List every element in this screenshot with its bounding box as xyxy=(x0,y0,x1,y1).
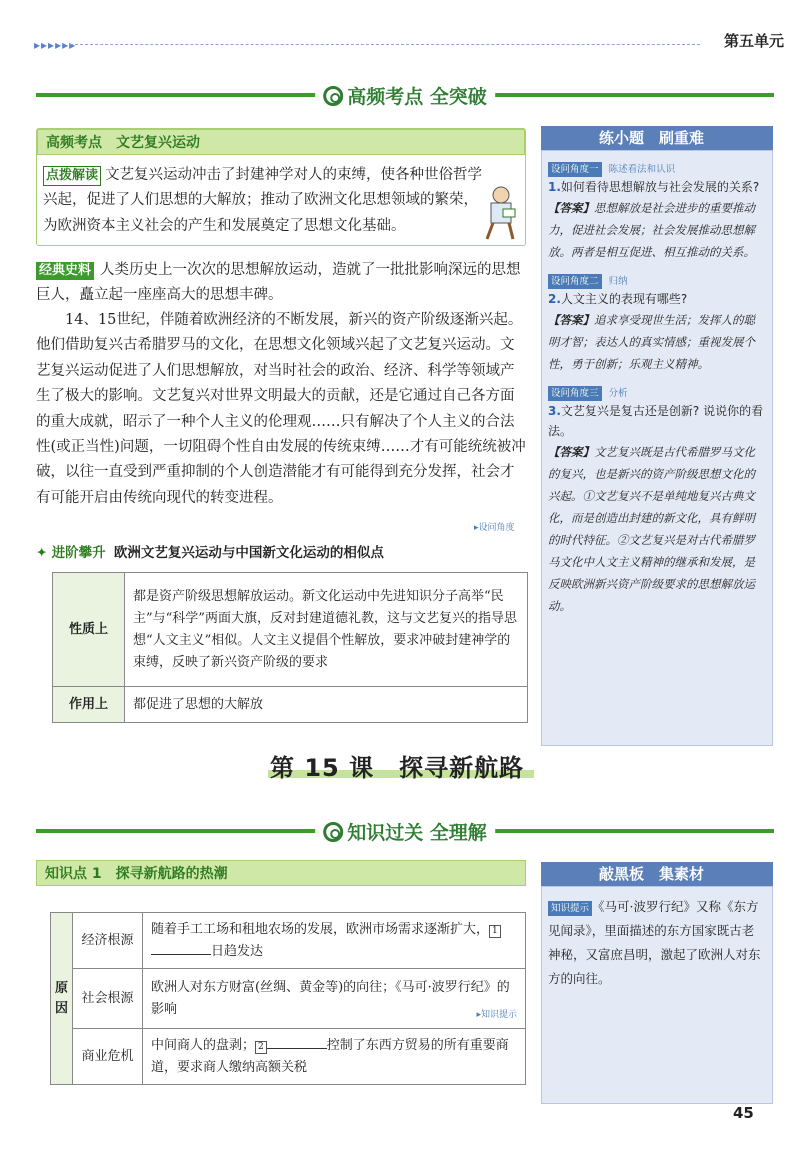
fill-blank[interactable] xyxy=(267,1035,327,1049)
q3-tag: 设问角度三 xyxy=(548,386,602,401)
cause-cell: 原因 xyxy=(51,913,73,1085)
topic-box xyxy=(36,128,526,246)
board-title: 敲黑板 集素材 xyxy=(541,862,773,886)
lesson-title: 第 15 课 探寻新航路 xyxy=(270,754,525,782)
spiral-icon xyxy=(323,86,343,106)
row-text xyxy=(143,913,526,969)
board-tag: 知识提示 xyxy=(548,901,592,916)
board-body xyxy=(541,886,773,1104)
practice-title: 练小题 刷重难 xyxy=(541,126,773,150)
advance-label: 进阶攀升 xyxy=(51,545,106,561)
q3-text: 文艺复兴是复古还是创新? 说说你的看法。 xyxy=(548,404,764,438)
advance-heading xyxy=(36,544,526,562)
unit-title: 第五单元 xyxy=(723,32,784,50)
classic-p2: 14、15世纪，伴随着欧洲经济的不断发展，新兴的资产阶级逐渐兴起。他们借助复兴古希腊罗马的文化，在思想文化领域兴起了文艺复兴运动。文艺复兴运动促进了人们思想解放，对当时社会的政治、经济、科学等领域产生了极大的影响。文艺复兴对世界文明最大的贡献，还是它通过自己各方面的重大成就，昭示了一种个人主义的伦理观……只有解决了个人主义的合法性(或正当性)问题，一切阻碍个性自由发展的传统束缚……才有可能统统被冲破，以往一直受到严重抑制的个人创造潜能才有可能得到充分发挥，社会才有可能开启由传统向现代的转变进程。 xyxy=(36,312,526,506)
topic-title: 高频考点 文艺复兴运动 xyxy=(37,129,525,155)
q3-number: 3. xyxy=(548,404,561,418)
table-row xyxy=(51,969,526,1029)
climb-icon: ✦ xyxy=(36,545,48,561)
table-row xyxy=(51,1029,526,1085)
a1-text: 思想解放是社会进步的重要推动力，促进社会发展；社会发展推动思想解放。两者是相互促进、相互推动的关系。 xyxy=(548,201,755,259)
row-head: 社会根源 xyxy=(73,969,143,1029)
blank-number: 1 xyxy=(489,925,501,938)
row-head: 商业危机 xyxy=(73,1029,143,1085)
row-text: 都是资产阶级思想解放运动。新文化运动中先进知识分子高举“民主”与“科学”两面大旗，反对封建道德礼教，这与文艺复兴的指导思想“人文主义”相似。人文主义提倡个性解放，要求冲破封建神学的束缚，反映了新兴资产阶级的要求 xyxy=(125,573,528,687)
practice-body xyxy=(541,150,773,746)
row-text-b: 控制了东西方贸易的所有重要商道，要求商人缴纳高额关税 xyxy=(151,1037,509,1075)
q1-number: 1. xyxy=(548,180,561,194)
table-row xyxy=(53,687,528,723)
q1-text: 如何看待思想解放与社会发展的关系? xyxy=(560,180,760,194)
knowledge-tip-link[interactable]: ▸知识提示 xyxy=(476,1010,517,1020)
advance-title: 欧洲文艺复兴运动与中国新文化运动的相似点 xyxy=(113,545,384,561)
student-figure-icon xyxy=(481,185,519,241)
practice-panel xyxy=(541,126,773,746)
classic-p1: 人类历史上一次次的思想解放运动，造就了一批批影响深远的思想巨人，矗立起一座座高大的思想丰碑。 xyxy=(36,262,521,304)
fill-blank[interactable] xyxy=(151,941,211,955)
top-decor-dots: ▸▸▸▸▸▸ xyxy=(34,38,77,52)
row-text: 都促进了思想的大解放 xyxy=(125,687,528,723)
q2-text: 人文主义的表现有哪些? xyxy=(560,292,688,306)
knowledge-table xyxy=(50,912,526,1085)
section-banner-1: 高频考点 全突破 xyxy=(36,82,774,108)
board-panel xyxy=(541,862,773,1104)
q3-tag-desc: 分析 xyxy=(608,388,628,399)
section-banner-2: 知识过关 全理解 xyxy=(36,818,774,844)
classic-label: 经典史料 xyxy=(36,262,94,280)
row-head: 性质上 xyxy=(53,573,125,687)
row-text-a: 中间商人的盘剥； xyxy=(151,1037,256,1053)
board-text: 《马可·波罗行纪》又称《东方见闻录》，里面描述的东方国家既古老神秘，又富庶昌明，激起了欧洲人对东方的向往。 xyxy=(548,899,761,986)
row-head: 经济根源 xyxy=(73,913,143,969)
tip-block xyxy=(43,163,483,239)
a1-label: 【答案】 xyxy=(548,201,594,215)
row-text xyxy=(143,1029,526,1085)
tip-text: 文艺复兴运动冲击了封建神学对人的束缚，使各种世俗哲学兴起，促进了人们思想的大解放；推动了欧洲文化思想领域的繁荣，为欧洲资本主义社会的产生和发展奠定了思想文化基础。 xyxy=(43,167,483,234)
table-row xyxy=(51,913,526,969)
tip-label: 点拨解读 xyxy=(43,166,101,186)
a2-label: 【答案】 xyxy=(548,313,594,327)
row-text xyxy=(143,969,526,1029)
classic-source xyxy=(36,258,526,309)
advance-table xyxy=(52,572,528,723)
q2-tag: 设问角度二 xyxy=(548,274,602,289)
row-text-a: 欧洲人对东方财富(丝绸、黄金等)的向往；《马可·波罗行纪》的影响 xyxy=(151,979,510,1017)
blank-number: 2 xyxy=(255,1041,267,1054)
row-text-a: 随着手工工场和租地农场的发展，欧洲市场需求逐渐扩大， xyxy=(151,921,490,937)
question-angle-link[interactable]: ▸设问角度 xyxy=(474,523,515,533)
q1-tag-desc: 陈述看法和认识 xyxy=(608,164,676,175)
page-number: 45 xyxy=(733,1104,754,1122)
spiral-icon xyxy=(323,822,343,842)
a3-label: 【答案】 xyxy=(548,445,594,459)
row-head: 作用上 xyxy=(53,687,125,723)
table-row xyxy=(53,573,528,687)
a2-text: 追求享受现世生活；发挥人的聪明才智；表达人的真实情感；重视发展个性，勇于创新；乐观主义精神。 xyxy=(548,313,755,371)
a3-text: 文艺复兴既是古代希腊罗马文化的复兴，也是新兴的资产阶级思想文化的兴起。①文艺复兴不是单纯地复兴古典文化，而是创造出封建的新文化，具有鲜明的时代特征。②文艺复兴是对古代希腊罗马文化中人文主义精神的继承和发展，是反映欧洲新兴资产阶级要求的思想解放运动。 xyxy=(548,445,755,613)
knowledge-title: 知识点 1 探寻新航路的热潮 xyxy=(36,860,526,886)
row-text-b: 日趋发达 xyxy=(211,943,264,959)
q2-number: 2. xyxy=(548,292,561,306)
q2-tag-desc: 归纳 xyxy=(608,276,628,287)
top-divider xyxy=(70,44,700,45)
q1-tag: 设问角度一 xyxy=(548,162,602,177)
